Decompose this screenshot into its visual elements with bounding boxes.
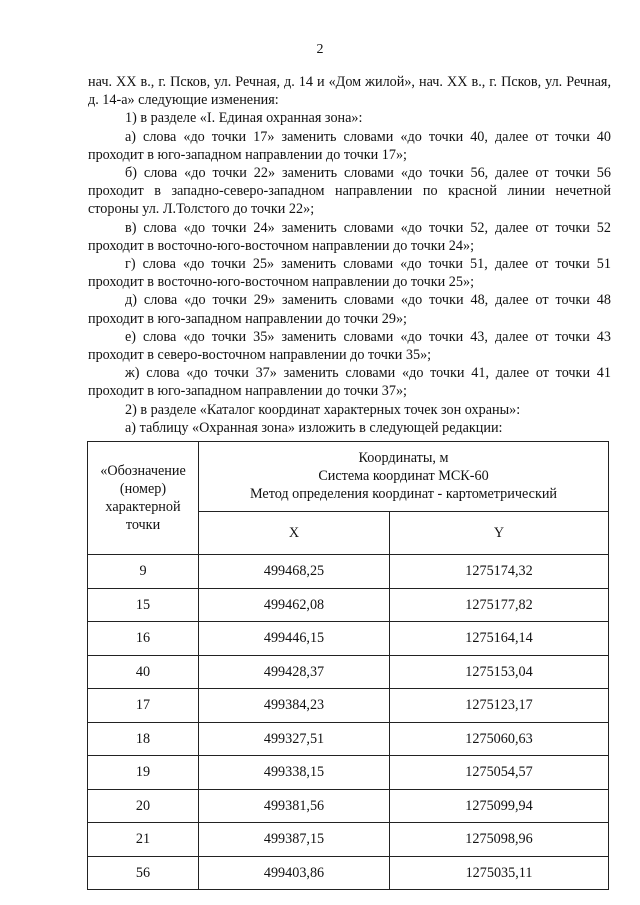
cell-x: 499462,08 <box>199 588 390 622</box>
document-body <box>88 73 611 437</box>
header-coords-line: Метод определения координат - картометрический <box>249 486 558 503</box>
cell-x: 499338,15 <box>199 756 390 790</box>
cell-y: 1275123,17 <box>390 689 609 723</box>
header-point-line: точки <box>125 517 161 533</box>
table-row <box>88 555 609 589</box>
cell-x: 499381,56 <box>199 789 390 823</box>
cell-x: 499384,23 <box>199 689 390 723</box>
cell-y: 1275060,63 <box>390 722 609 756</box>
cell-x: 499428,37 <box>199 655 390 689</box>
paragraph: 1) в разделе «I. Единая охранная зона»: <box>125 110 363 127</box>
header-point-designation <box>88 442 199 555</box>
cell-y: 1275054,57 <box>390 756 609 790</box>
cell-y: 1275099,94 <box>390 789 609 823</box>
page-number: 2 <box>316 42 324 57</box>
header-point-line: «Обозначение <box>100 463 186 479</box>
table-row <box>88 789 609 823</box>
cell-point: 9 <box>88 555 199 589</box>
cell-x: 499403,86 <box>199 856 390 890</box>
cell-y: 1275177,82 <box>390 588 609 622</box>
paragraph: г) слова «до точки 25» заменить словами «до точки 51, далее от точки 51 проходит в восточно-юго-восточном направлении до точки 25»; <box>88 256 611 291</box>
paragraph: 2) в разделе «Каталог координат характерных точек зон охраны»: <box>125 401 521 418</box>
paragraph: д) слова «до точки 29» заменить словами «до точки 48, далее от точки 48 проходит в юго-западном направлении до точки 29»; <box>88 292 611 327</box>
paragraph: б) слова «до точки 22» заменить словами «до точки 56, далее от точки 56 проходит в западно-северо-западном направлении по красной линии нечетной стороны ул. Л.Толстого до точки 22»; <box>88 165 611 218</box>
header-x: X <box>199 511 390 554</box>
paragraph: ж) слова «до точки 37» заменить словами «до точки 41, далее от точки 41 проходит в юго-западном направлении до точки 37»; <box>88 365 611 400</box>
table-row <box>88 622 609 656</box>
cell-point: 16 <box>88 622 199 656</box>
cell-x: 499327,51 <box>199 722 390 756</box>
header-point-line: характерной <box>105 499 181 515</box>
header-coords-line: Система координат МСК-60 <box>318 468 489 485</box>
cell-point: 56 <box>88 856 199 890</box>
cell-point: 19 <box>88 756 199 790</box>
cell-y: 1275174,32 <box>390 555 609 589</box>
paragraph: а) таблицу «Охранная зона» изложить в следующей редакции: <box>125 419 503 436</box>
header-coords-line: Координаты, м <box>358 450 449 467</box>
paragraph: в) слова «до точки 24» заменить словами «до точки 52, далее от точки 52 проходит в восточно-юго-восточном направлении до точки 24»; <box>88 219 611 254</box>
cell-x: 499446,15 <box>199 622 390 656</box>
header-y: Y <box>390 511 609 554</box>
header-coordinates <box>199 442 609 512</box>
cell-point: 18 <box>88 722 199 756</box>
cell-y: 1275098,96 <box>390 823 609 857</box>
cell-point: 40 <box>88 655 199 689</box>
cell-y: 1275164,14 <box>390 622 609 656</box>
table-row <box>88 655 609 689</box>
cell-x: 499387,15 <box>199 823 390 857</box>
cell-point: 20 <box>88 789 199 823</box>
cell-point: 17 <box>88 689 199 723</box>
paragraph: а) слова «до точки 17» заменить словами «до точки 40, далее от точки 40 проходит в юго-западном направлении до точки 17»; <box>88 128 611 163</box>
cell-y: 1275035,11 <box>390 856 609 890</box>
header-point-line: (номер) <box>119 481 167 497</box>
cell-point: 21 <box>88 823 199 857</box>
table-row <box>88 722 609 756</box>
cell-y: 1275153,04 <box>390 655 609 689</box>
table-row <box>88 588 609 622</box>
table-row <box>88 856 609 890</box>
paragraph: е) слова «до точки 35» заменить словами «до точки 43, далее от точки 43 проходит в северо-восточном направлении до точки 35»; <box>88 328 611 364</box>
paragraph: нач. XX в., г. Псков, ул. Речная, д. 14 и «Дом жилой», нач. XX в., г. Псков, ул. Речная, д. 14-а» следующие изменения: <box>88 74 611 109</box>
table-row <box>88 756 609 790</box>
cell-x: 499468,25 <box>199 555 390 589</box>
cell-point: 15 <box>88 588 199 622</box>
table-row <box>88 689 609 723</box>
table-row <box>88 823 609 857</box>
coordinates-table <box>87 441 609 890</box>
